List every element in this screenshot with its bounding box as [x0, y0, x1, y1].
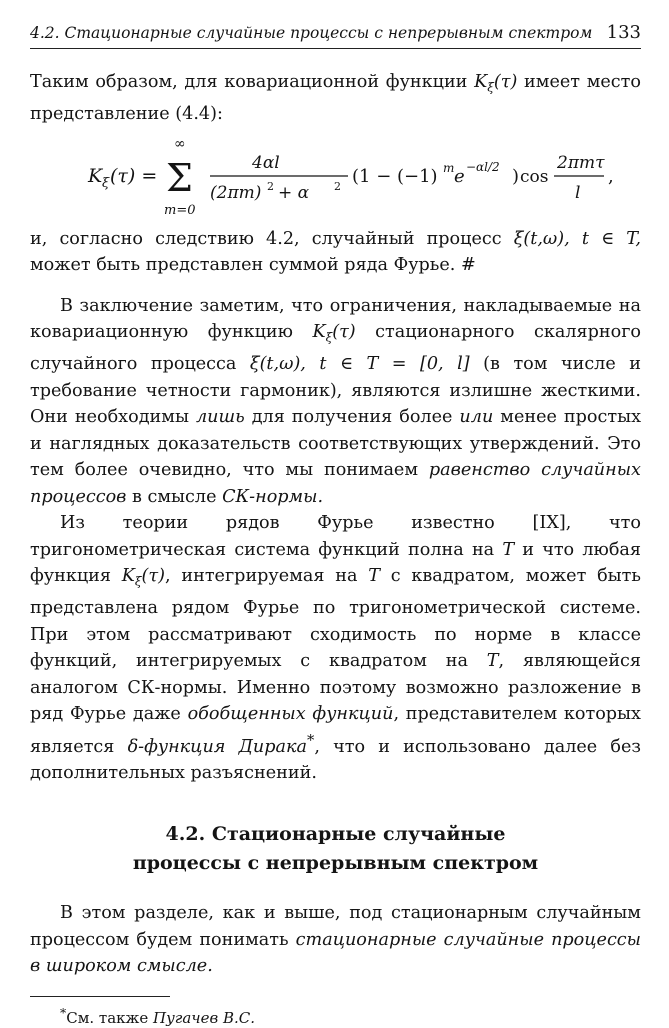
formula-paren: (1 − (−1) — [352, 165, 438, 187]
covariance-formula — [30, 130, 641, 222]
formula-paren-e: e — [454, 165, 465, 187]
footnote: *См. также Пугачев В.С. — [60, 1004, 256, 1027]
formula-frac2-numerator: 2πmτ — [557, 152, 605, 173]
formula-lhs: K — [88, 164, 103, 187]
formula-sum-bottom: m=0 — [164, 202, 196, 218]
footnote-rule — [30, 996, 170, 997]
formula-frac1-den-b: + α — [278, 182, 310, 203]
formula-cos: cos — [520, 166, 549, 187]
formula-frac1-den-exp: 2 — [267, 179, 274, 193]
page-number: 133 — [606, 22, 641, 43]
end-of-proof-mark: # — [460, 255, 476, 276]
formula-frac1-den-a: (2πm) — [210, 182, 262, 203]
formula-paren-close: ) — [512, 165, 520, 187]
section-heading: 4.2. Стационарные случайные процессы с непрерывным спектром — [132, 823, 539, 875]
formula-trailing-comma: , — [608, 165, 614, 187]
formula-sum-symbol: Σ — [166, 155, 193, 200]
running-title: 4.2. Стационарные случайные процессы с непрерывным спектром — [30, 24, 593, 42]
formula-sum-top: ∞ — [174, 135, 186, 152]
formula-lhs-arg: (τ) = — [110, 164, 158, 187]
paragraph-conclusion: В заключение заметим, что ограничения, накладываемые на ковариационную функцию $K_\xi(\tau)$ стационарного скалярного случайного процесса ξ(t,ω), t ∈ T = [0, l] (в том числе и требование четности гармоник), являются излишне жесткими. Они необходимы лишь для получения более или менее простых и наглядных доказательств соответствующих утверждений. Это тем более очевидно, что мы понимаем равенство случайных процессов в смысле СК-нормы. — [30, 295, 641, 507]
formula-frac1-den-exp2: 2 — [334, 179, 341, 193]
formula-paren-m: m — [443, 160, 455, 175]
paragraph-section-intro: В этом разделе, как и выше, под стационарным случайным процессом будем понимать стационарные случайные процессы в широком смысле. — [30, 903, 641, 977]
formula-paren-exp: −αl/2 — [466, 159, 500, 174]
formula-frac2-denominator: l — [575, 182, 581, 203]
formula-frac1-numerator: 4αl — [252, 152, 280, 173]
paragraph-consequence: и, согласно следствию 4.2, случайный процесс ξ(t,ω), t ∈ T, может быть представлен суммой ряда Фурье. # — [30, 228, 641, 276]
paragraph-intro: Таким образом, для ковариационной функции $K_\xi(\tau)$ имеет место представление (4.4): — [30, 72, 641, 125]
paragraph-fourier-theory: Из теории рядов Фурье известно [IX], что тригонометрическая система функций полна на T и что любая функция $K_\xi(\tau)$, интегрируемая на T с квадратом, может быть представлена рядом Фурье по тригонометрической системе. При этом рассматривают сходимость по норме в классе функций, интегрируемых с квадратом на T, являющейся аналогом СК-нормы. Именно поэтому возможно разложение в ряд Фурье даже обобщенных функций, представителем которых является δ-функция Дирака*, что и использовано далее без дополнительных разъяснений. — [30, 513, 642, 783]
footnote-ref: * — [307, 731, 315, 749]
formula-lhs-sub: ξ — [102, 175, 110, 191]
running-header — [30, 22, 641, 49]
